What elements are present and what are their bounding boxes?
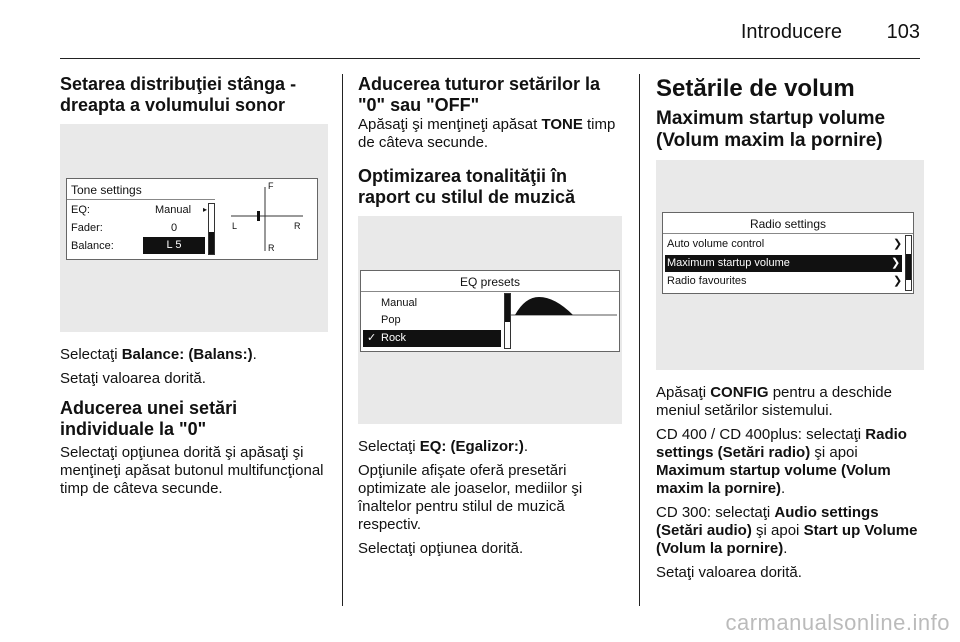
axis-label-front: F bbox=[268, 181, 274, 191]
screen-title: EQ presets bbox=[459, 275, 521, 289]
preset-rock-row[interactable] bbox=[363, 330, 501, 347]
eq-presets-figure bbox=[358, 216, 622, 424]
paragraph-select-balance: Selectaţi Balance: (Balans:). bbox=[60, 346, 257, 363]
menu-item-max-startup: Maximum startup volume bbox=[667, 257, 790, 269]
tone-settings-figure bbox=[60, 124, 328, 332]
balance-graph bbox=[217, 179, 315, 259]
paragraph-presets-info: Opţiunile afişate oferă presetări optimizate ale joaselor, mediilor şi înaltelor pentru stilul de muzică respectiv. bbox=[358, 462, 583, 533]
heading-reset-individual: Aducerea unei setări individuale la "0" bbox=[60, 398, 238, 439]
radio-settings-figure bbox=[656, 160, 924, 370]
fader-value: 0 bbox=[171, 222, 178, 234]
chevron-right-icon: ❯ bbox=[893, 238, 903, 250]
tone-settings-screen bbox=[66, 178, 318, 260]
eq-curve-graph bbox=[511, 293, 617, 349]
column-1 bbox=[60, 74, 328, 504]
paragraph-set-value: Setaţi valoarea dorită. bbox=[60, 370, 206, 387]
scrollbar[interactable] bbox=[208, 203, 215, 255]
balance-value[interactable]: L 5 bbox=[143, 237, 205, 254]
axis-label-rear: R bbox=[268, 243, 275, 253]
axis-label-right: R bbox=[294, 221, 301, 231]
screen-title: Tone settings bbox=[71, 183, 142, 197]
column-divider-1 bbox=[342, 74, 343, 606]
menu-item-max-startup-row[interactable] bbox=[665, 255, 902, 272]
preset-pop[interactable]: Pop bbox=[381, 314, 401, 326]
paragraph-select-option: Selectaţi opţiunea dorită. bbox=[358, 540, 524, 557]
column-divider-2 bbox=[639, 74, 640, 606]
page-number: 103 bbox=[886, 21, 920, 43]
heading-volume-settings: Setările de volum bbox=[656, 75, 855, 102]
heading-balance: Setarea distribuţiei stânga - dreapta a volumului sonor bbox=[60, 74, 297, 115]
preset-manual[interactable]: Manual bbox=[381, 297, 418, 309]
paragraph-press-config: Apăsaţi CONFIG pentru a deschide meniul setărilor sistemului. bbox=[656, 384, 892, 419]
paragraph-cd400: CD 400 / CD 400plus: selectaţi Radio settings (Setări radio) şi apoi Maximum startup volume (Volum maxim la pornire). bbox=[656, 426, 907, 497]
check-icon: ✓ bbox=[367, 332, 377, 344]
menu-item-auto-volume[interactable]: Auto volume control bbox=[667, 238, 765, 250]
eq-value: Manual bbox=[155, 204, 192, 216]
heading-eq-optimize: Optimizarea tonalităţii în raport cu stilul de muzică bbox=[358, 166, 576, 207]
balance-label: Balance: bbox=[71, 240, 114, 252]
axis-label-left: L bbox=[232, 221, 238, 231]
section-title: Introducere bbox=[740, 21, 842, 43]
column-2 bbox=[358, 74, 622, 564]
paragraph-cd300: CD 300: selectaţi Audio settings (Setări audio) şi apoi Start up Volume (Volum la pornire). bbox=[656, 504, 918, 557]
heading-reset-all: Aducerea tuturor setărilor la "0" sau "OFF" bbox=[358, 74, 601, 115]
chevron-right-icon: ❯ bbox=[891, 257, 901, 269]
eq-label: EQ: bbox=[71, 204, 90, 216]
paragraph-reset-individual: Selectaţi opţiunea dorită şi apăsaţi şi menţineţi apăsat butonul multifuncţional timp de câteva secunde. bbox=[60, 444, 324, 497]
scrollbar[interactable] bbox=[905, 235, 912, 291]
screen-title: Radio settings bbox=[749, 217, 827, 231]
play-arrow-icon: ▸ bbox=[203, 205, 208, 214]
radio-settings-screen bbox=[662, 212, 914, 294]
paragraph-select-eq: Selectaţi EQ: (Egalizor:). bbox=[358, 438, 529, 455]
fader-label: Fader: bbox=[71, 222, 103, 234]
heading-max-startup: Maximum startup volume (Volum maxim la pornire) bbox=[656, 108, 886, 151]
menu-item-radio-favourites[interactable]: Radio favourites bbox=[667, 275, 747, 287]
paragraph-reset-all: Apăsaţi şi menţineţi apăsat TONE timp de câteva secunde. bbox=[358, 116, 616, 151]
eq-presets-screen bbox=[360, 270, 620, 352]
header-divider bbox=[60, 58, 920, 59]
preset-rock: Rock bbox=[381, 332, 407, 344]
watermark: carmanualsonline.info bbox=[725, 610, 950, 635]
chevron-right-icon: ❯ bbox=[893, 275, 903, 287]
page-header bbox=[60, 0, 920, 58]
paragraph-set-value: Setaţi valoarea dorită. bbox=[656, 564, 802, 581]
scrollbar[interactable] bbox=[504, 293, 511, 349]
column-3 bbox=[656, 74, 924, 588]
